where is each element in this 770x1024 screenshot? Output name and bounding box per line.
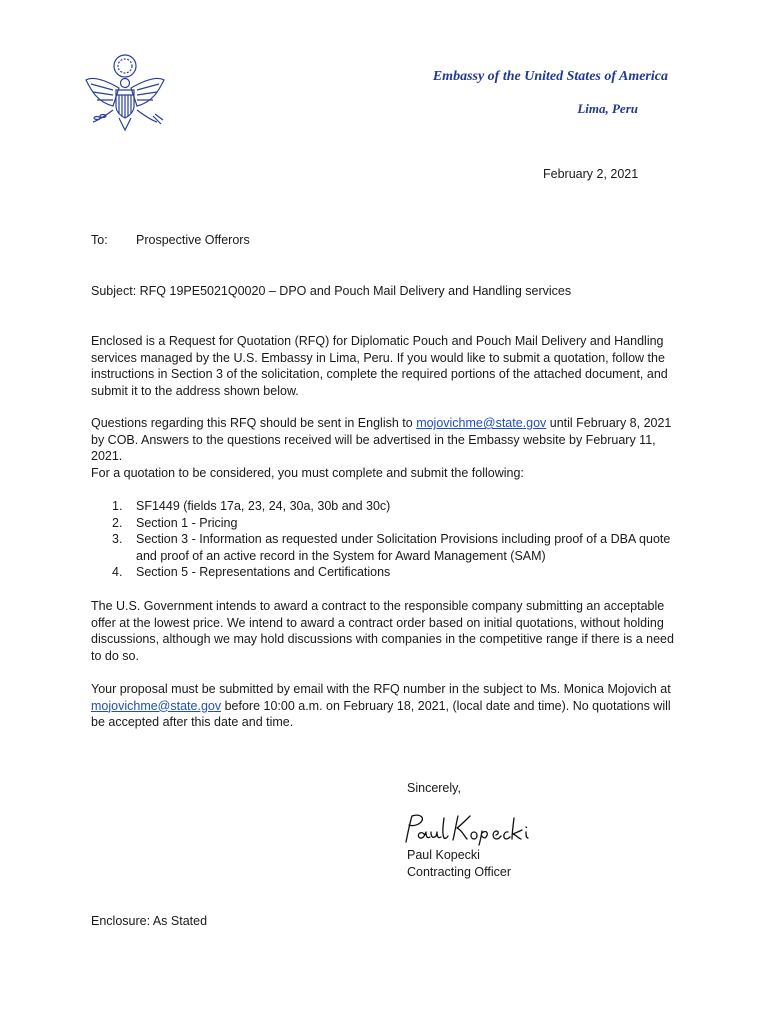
list-item xyxy=(91,515,691,532)
submission-paragraph xyxy=(91,681,681,731)
recipient: Prospective Offerors xyxy=(136,233,250,247)
submission-text-after: before 10:00 a.m. on February 18, 2021, (local date and time). No quotations will be accepted after this date and time. xyxy=(91,698,671,729)
great-seal-emblem xyxy=(83,50,167,138)
questions-text-after: until February 8, 2021 by COB. Answers to the questions received will be advertised in the Embassy website by February 11, 2021. xyxy=(91,416,672,463)
closing: Sincerely, xyxy=(407,781,461,795)
signer-title: Contracting Officer xyxy=(407,865,511,879)
embassy-location: Lima, Peru xyxy=(577,101,638,116)
list-item-number: 4. xyxy=(112,565,123,579)
list-item-text: Section 3 - Information as requested under Solicitation Provisions including proof of a DBA quote and proof of an active record in the System for Award Management (SAM) xyxy=(136,532,671,563)
list-item xyxy=(91,564,691,581)
questions-text-before: Questions regarding this RFQ should be sent in English to xyxy=(91,416,417,430)
list-item-text: Section 1 - Pricing xyxy=(136,515,238,530)
signer-name: Paul Kopecki xyxy=(407,848,480,862)
recipient-line xyxy=(91,233,250,247)
list-item-text: Section 5 - Representations and Certifications xyxy=(136,565,391,579)
list-item-text: SF1449 (fields 17a, 23, 24, 30a, 30b and 30c) xyxy=(136,499,391,513)
email-link[interactable]: mojovichme@state.gov xyxy=(91,698,222,713)
subject-line: Subject: RFQ 19PE5021Q0020 – DPO and Pouch Mail Delivery and Handling services xyxy=(91,284,572,298)
handwritten-signature xyxy=(400,810,530,846)
questions-paragraph xyxy=(91,415,681,465)
list-item-number: 2. xyxy=(112,515,123,530)
requirements-intro: For a quotation to be considered, you must complete and submit the following: xyxy=(91,466,524,480)
embassy-name: Embassy of the United States of America xyxy=(432,69,668,84)
requirements-list xyxy=(91,498,691,581)
award-paragraph: The U.S. Government intends to award a contract to the responsible company submitting an acceptable offer at the lowest price. We intend to award a contract order based on initial quotations, without holding discussions, although we may hold discussions with companies in the competitive range if there is a need to do so. xyxy=(91,599,674,663)
list-item-number: 3. xyxy=(112,532,123,546)
submission-text-before: Your proposal must be submitted by email with the RFQ number in the subject to Ms. Monica Mojovich at xyxy=(91,682,671,696)
to-label: To: xyxy=(91,233,108,247)
list-item xyxy=(91,498,691,515)
email-link[interactable]: mojovichme@state.gov xyxy=(416,416,547,430)
intro-paragraph: Enclosed is a Request for Quotation (RFQ) for Diplomatic Pouch and Pouch Mail Delivery and Handling services managed by the U.S. Embassy in Lima, Peru. If you would like to submit a quotation, follow the instructions in Section 3 of the solicitation, complete the required portions of the attached document, and submit it to the address shown below. xyxy=(91,334,668,398)
list-item xyxy=(91,531,691,564)
letter-date: February 2, 2021 xyxy=(543,167,639,181)
letterhead xyxy=(433,68,668,118)
list-item-number: 1. xyxy=(112,499,123,513)
enclosure-note: Enclosure: As Stated xyxy=(91,914,208,928)
